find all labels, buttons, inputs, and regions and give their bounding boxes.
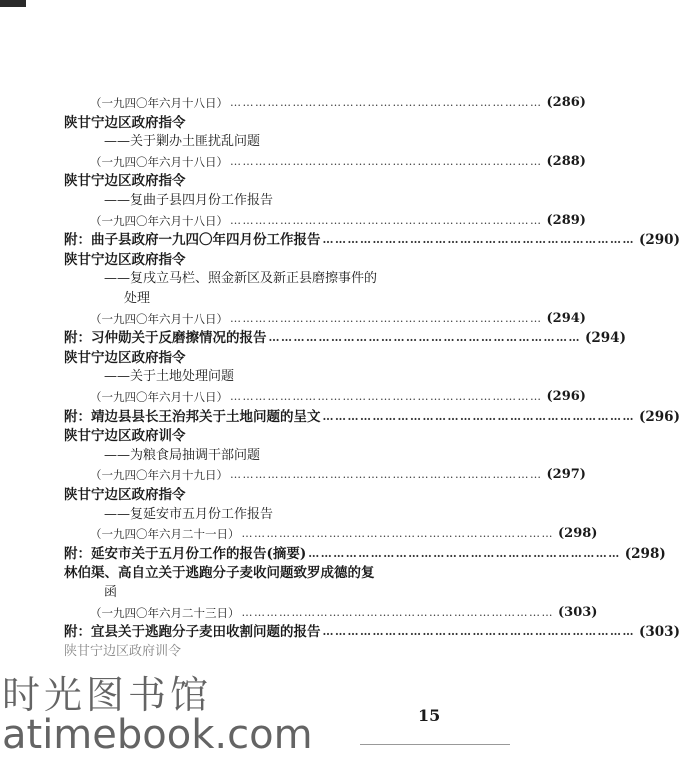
corner-mark	[0, 0, 26, 7]
leader-dots: …………………………………………………………………	[241, 605, 554, 619]
leader-dots: …………………………………………………………………	[230, 390, 543, 403]
entry-text: 附：曲子县政府一九四〇年四月份工作报告	[64, 229, 323, 251]
entry-text: ——复曲子县四月份工作报告	[104, 193, 274, 208]
entry-text: 陕甘宁边区政府训令	[64, 643, 182, 659]
leader-dots: …………………………………………………………………	[230, 468, 543, 482]
page-number: 15	[418, 706, 441, 725]
leader-dots: …………………………………………………………………	[230, 96, 543, 109]
entry-text: ——为粮食局抽调干部问题	[104, 447, 261, 463]
entry-page-number: (298)	[554, 523, 597, 545]
leader-dots: …………………………………………………………………	[322, 625, 635, 639]
entry-text: （一九四〇年六月十九日）	[90, 464, 230, 486]
entry-page-number: (296)	[635, 406, 680, 428]
entry-page-number: (297)	[543, 464, 586, 486]
entry-text: ——关于剿办土匪扰乱问题	[104, 134, 261, 150]
entry-page-number: (286)	[543, 92, 586, 114]
entry-text: 附：习仲勋关于反磨擦情况的报告	[64, 327, 269, 349]
leader-dots: …………………………………………………………………	[241, 527, 554, 541]
entry-page-number: (296)	[543, 386, 586, 408]
entry-page-number: (303)	[554, 602, 597, 624]
entry-text: （一九四〇年六月十八日）	[90, 151, 230, 173]
entry-text: 函	[104, 585, 118, 600]
entry-text: （一九四〇年六月十八日）	[90, 92, 230, 114]
entry-page-number: (298)	[621, 543, 666, 565]
entry-page-number: (290)	[635, 229, 680, 251]
leader-dots: …………………………………………………………………	[322, 233, 635, 247]
entry-text: 陕甘宁边区政府指令	[64, 114, 186, 131]
leader-dots: …………………………………………………………………	[230, 311, 543, 325]
entry-text: ——复戌立马栏、照金新区及新正县磨擦事件的	[104, 271, 378, 287]
entry-text: 陕甘宁边区政府训令	[64, 428, 186, 445]
entry-text: （一九四〇年六月二十三日）	[90, 602, 242, 624]
entry-text: ——复延安市五月份工作报告	[104, 506, 274, 522]
entry-page-number: (294)	[581, 327, 626, 349]
leader-dots: …………………………………………………………………	[230, 154, 543, 168]
entry-text: （一九四〇年六月二十一日）	[90, 523, 242, 545]
entry-text: 陕甘宁边区政府指令	[64, 487, 186, 503]
entry-text: ——关于土地处理问题	[104, 369, 235, 385]
leader-dots: …………………………………………………………………	[308, 546, 621, 560]
bottom-rule	[360, 744, 510, 745]
leader-dots: …………………………………………………………………	[268, 331, 581, 345]
entry-page-number: (294)	[543, 308, 586, 330]
entry-text: 附：延安市关于五月份工作的报告(摘要)	[64, 543, 308, 565]
entry-text: 附：靖边县县长王治邦关于土地问题的呈文	[64, 406, 323, 428]
entry-page-number: (289)	[543, 210, 586, 232]
entry-text: （一九四〇年六月十八日）	[90, 386, 230, 408]
entry-text: （一九四〇年六月十八日）	[90, 308, 230, 330]
entry-text: 林伯渠、高自立关于逃跑分子麦收问题致罗成德的复	[64, 565, 375, 582]
watermark-chinese: 时光图书馆	[2, 673, 213, 717]
entry-text: （一九四〇年六月十八日）	[90, 210, 230, 232]
watermark-url: atimebook.com	[2, 712, 313, 758]
leader-dots: …………………………………………………………………	[322, 409, 635, 423]
toc-line-partial	[64, 641, 446, 663]
entry-page-number: (288)	[543, 151, 586, 173]
entry-text: 处理	[124, 291, 151, 306]
entry-text: 陕甘宁边区政府指令	[64, 251, 186, 268]
leader-dots: …………………………………………………………………	[230, 213, 543, 227]
entry-text: 附：宜县关于逃跑分子麦田收割问题的报告	[64, 621, 323, 643]
entry-text: 陕甘宁边区政府指令	[64, 349, 186, 366]
entry-page-number: (303)	[635, 621, 680, 643]
entry-text: 陕甘宁边区政府指令	[64, 173, 186, 190]
